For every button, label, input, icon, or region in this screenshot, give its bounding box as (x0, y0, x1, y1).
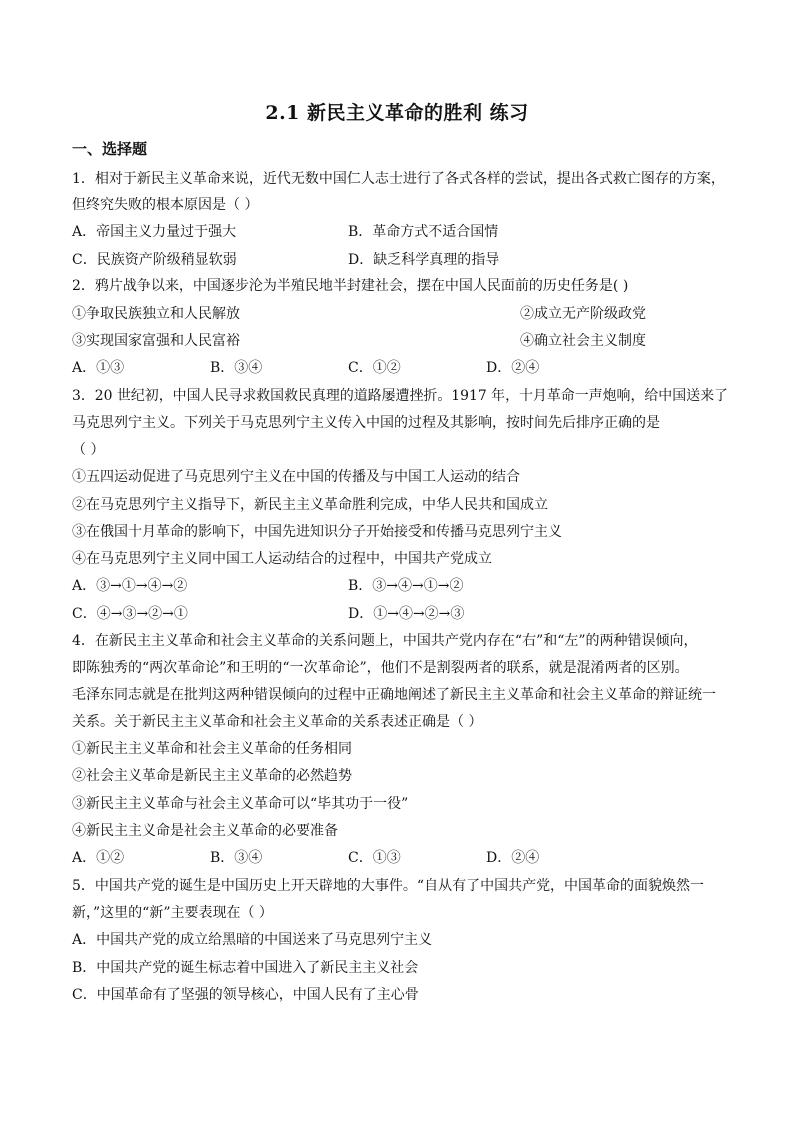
q5-stem-line2: 新，”这里的“新”主要表现在（ ） (72, 905, 273, 921)
q4-item-2: ②社会主义革命是新民主主义革命的必然趋势 (72, 768, 352, 784)
q4-item-1: ①新民主主义革命和社会主义革命的任务相同 (72, 741, 352, 757)
q1-option-b: B．革命方式不适合国情 (348, 224, 499, 240)
page-title: 2.1 新民主义革命的胜利 练习 (265, 102, 529, 124)
q3-item-3: ③在俄国十月革命的影响下，中国先进知识分子开始接受和传播马克思列宁主义 (72, 524, 562, 540)
q3-option-c: C．④→③→②→① (72, 606, 188, 622)
q4-stem-line1: 4．在新民主主义革命和社会主义革命的关系问题上，中国共产党内存在“右”和“左”的两种错误倾向， (72, 633, 698, 649)
q4-option-c: C．①③ (348, 850, 401, 866)
q3-option-a: A．③→①→④→② (72, 578, 188, 594)
q3-stem-line1: 3．20 世纪初，中国人民寻求救国救民真理的道路屡遭挫折。1917 年，十月革命一声炮响，给中国送来了 (72, 388, 728, 404)
q1-option-c: C．民族资产阶级稍显软弱 (72, 252, 237, 268)
q2-option-c: C．①② (348, 360, 401, 376)
q2-item-1: ①争取民族独立和人民解放 (72, 306, 240, 322)
q4-stem-line2: 即陈独秀的“两次革命论”和王明的“一次革命论”，他们不是割裂两者的联系，就是混淆两者的区别。 (72, 660, 689, 676)
q1-stem-line2: 但终究失败的根本原因是（ ） (72, 197, 259, 213)
section-heading: 一、选择题 (72, 140, 148, 158)
q2-item-3: ③实现国家富强和人民富裕 (72, 333, 240, 349)
q4-item-3: ③新民主主义革命与社会主义革命可以“毕其功于一役” (72, 796, 409, 812)
q1-option-d: D．缺乏科学真理的指导 (348, 252, 500, 268)
q2-stem: 2．鸦片战争以来，中国逐步沦为半殖民地半封建社会，摆在中国人民面前的历史任务是( ) (72, 278, 629, 294)
q2-option-b: B．③④ (210, 360, 263, 376)
q3-item-1: ①五四运动促进了马克思列宁主义在中国的传播及与中国工人运动的结合 (72, 469, 520, 485)
q1-stem-line1: 1．相对于新民主义革命来说，近代无数中国仁人志士进行了各式各样的尝试，提出各式救亡图存的方案， (72, 171, 725, 187)
q2-option-a: A．①③ (72, 360, 125, 376)
q3-item-2: ②在马克思列宁主义指导下，新民主主义革命胜利完成，中华人民共和国成立 (72, 497, 548, 513)
q1-option-a: A．帝国主义力量过于强大 (72, 224, 237, 240)
q2-option-d: D．②④ (486, 360, 540, 376)
q3-item-4: ④在马克思列宁主义同中国工人运动结合的过程中，中国共产党成立 (72, 551, 492, 567)
q3-stem-line3: （ ） (72, 442, 105, 458)
q3-option-b: B．③→④→①→② (348, 578, 464, 594)
q5-stem-line1: 5．中国共产党的诞生是中国历史上开天辟地的大事件。“自从有了中国共产党，中国革命的面貌焕然一 (72, 878, 705, 894)
q4-option-b: B．③④ (210, 850, 263, 866)
q4-stem-line3: 毛泽东同志就是在批判这两种错误倾向的过程中正确地阐述了新民主主义革命和社会主义革命的辩证统一 (72, 687, 716, 703)
q5-option-b: B．中国共产党的诞生标志着中国进入了新民主主义社会 (72, 960, 419, 976)
q5-option-c: C．中国革命有了坚强的领导核心，中国人民有了主心骨 (72, 987, 419, 1003)
q3-option-d: D．①→④→②→③ (348, 606, 465, 622)
q3-stem-line2: 马克思列宁主义。下列关于马克思列宁主义传入中国的过程及其影响，按时间先后排序正确的是 (72, 415, 660, 431)
q5-option-a: A．中国共产党的成立给黑暗的中国送来了马克思列宁主义 (72, 932, 433, 948)
q4-option-a: A．①② (72, 850, 125, 866)
q2-item-4: ④确立社会主义制度 (520, 333, 646, 349)
q4-stem-line4: 关系。关于新民主主义革命和社会主义革命的关系表述正确是（ ） (72, 714, 483, 730)
q2-item-2: ②成立无产阶级政党 (520, 306, 646, 322)
q4-item-4: ④新民主主义命是社会主义革命的必要准备 (72, 823, 338, 839)
q4-option-d: D．②④ (486, 850, 540, 866)
